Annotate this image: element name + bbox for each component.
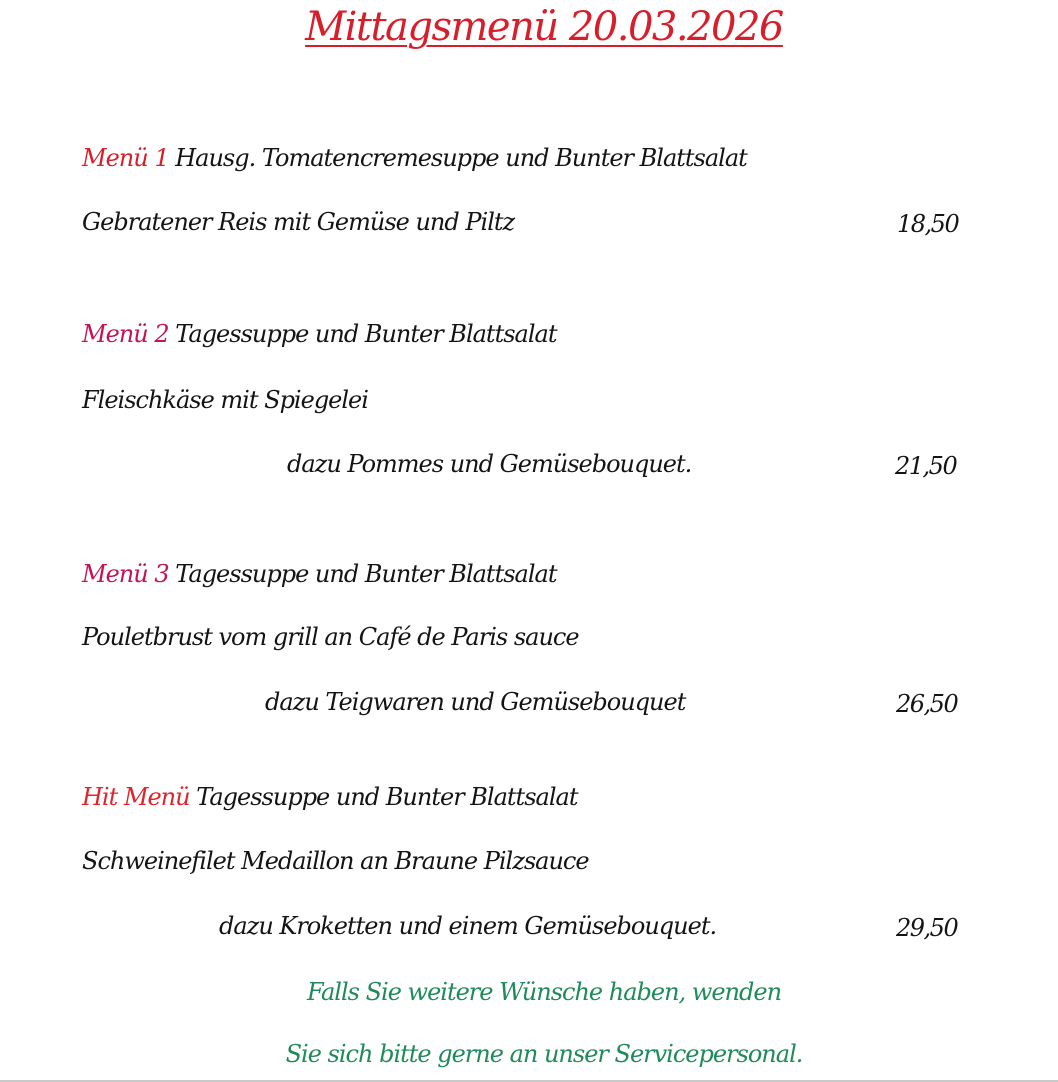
menu-2-label: Menü 2 [82,320,169,348]
menu-1-price: 18,50 [897,210,959,238]
menu-3-price: 26,50 [896,690,958,718]
menu-3-starter-line [82,562,556,586]
menu-3-starter: Tagessuppe und Bunter Blattsalat [175,560,557,588]
menu-3-label: Menü 3 [82,560,169,588]
menu-2-main: Fleischkäse mit Spiegelei [82,386,368,414]
page-title: Mittagsmenü 20.03.2026 [305,4,783,50]
menu-2-price: 21,50 [895,452,957,480]
menu-3-main: Pouletbrust vom grill an Café de Paris sauce [82,623,579,651]
menu-1-label: Menü 1 [82,144,169,172]
menu-1-main: Gebratener Reis mit Gemüse und Piltz [82,208,515,236]
hit-menu-starter: Tagessuppe und Bunter Blattsalat [196,783,578,811]
service-note-line-2: Sie sich bitte gerne an unser Servicepersonal. [285,1040,803,1068]
menu-3-side: dazu Teigwaren und Gemüsebouquet [265,688,686,716]
menu-2-starter-line [82,322,556,346]
menu-1-starter: Hausg. Tomatencremesuppe und Bunter Blattsalat [175,144,747,172]
hit-menu-label: Hit Menü [82,783,190,811]
hit-menu-starter-line [82,785,577,809]
service-note-line-1: Falls Sie weitere Wünsche haben, wenden [306,978,782,1006]
menu-2-side: dazu Pommes und Gemüsebouquet. [287,450,692,478]
menu-1-starter-line [82,146,747,170]
hit-menu-main: Schweinefilet Medaillon an Braune Pilzsauce [82,847,589,875]
hit-menu-side: dazu Kroketten und einem Gemüsebouquet. [219,912,717,940]
menu-2-starter: Tagessuppe und Bunter Blattsalat [175,320,557,348]
hit-menu-price: 29,50 [896,914,958,942]
